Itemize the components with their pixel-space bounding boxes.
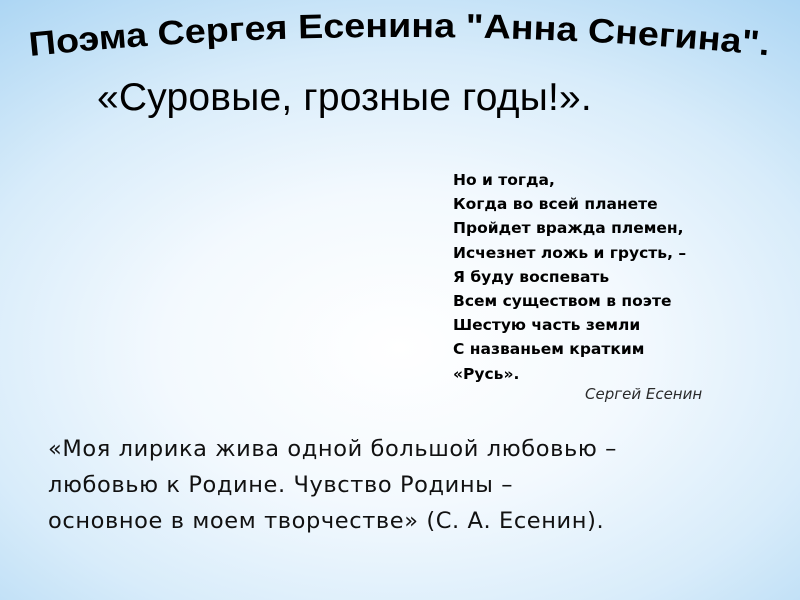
title-text bbox=[27, 7, 772, 64]
poem-line: Всем существом в поэте bbox=[453, 292, 672, 311]
quote-line: «Моя лирика жива одной большой любовью – bbox=[48, 436, 617, 462]
poem-line: Шестую часть земли bbox=[453, 316, 641, 335]
poem-line: «Русь». bbox=[453, 364, 520, 383]
poem-line: Когда во всей планете bbox=[453, 195, 658, 214]
poem-line: Исчезнет ложь и грусть, – bbox=[453, 243, 687, 262]
poem-line: Но и тогда, bbox=[453, 171, 555, 189]
title-wordart bbox=[22, 6, 782, 68]
author-quote bbox=[48, 431, 617, 539]
poem-line: С названьем кратким bbox=[453, 340, 645, 359]
quote-line: основное в моем творчестве» (С. А. Есенин). bbox=[48, 508, 605, 534]
poem-line: Пройдет вражда племен, bbox=[453, 219, 684, 238]
subtitle: «Суровые, грозные годы!». bbox=[97, 76, 592, 119]
slide-title bbox=[22, 6, 782, 68]
poem-excerpt bbox=[453, 168, 686, 386]
poem-line: Я буду воспевать bbox=[453, 267, 610, 286]
title-textpath: Поэма Сергея Есенина "Анна Снегина". bbox=[27, 6, 771, 64]
quote-line: любовью к Родине. Чувство Родины – bbox=[48, 472, 514, 498]
poem-author: Сергей Есенин bbox=[585, 385, 703, 403]
